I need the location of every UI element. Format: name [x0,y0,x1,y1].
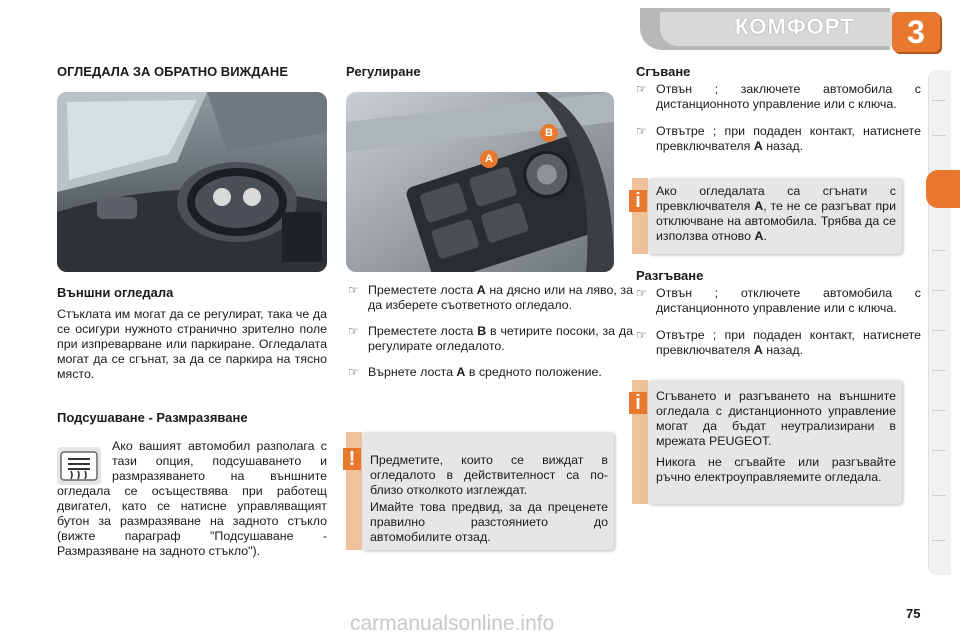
unfold-heading: Разгъване [636,268,704,283]
bullet-hand-icon: ☞ [636,286,647,300]
lever-label: A [476,283,486,297]
external-mirrors-text: Стъклата им могат да се регулират, така че да се осигури нужното страничнo зрително поле при изпреварване или паркиране. Огледалата могат да се сгънат, за да се паркира на тясно място. [57,307,327,381]
chapter-title: КОМФОРТ [735,14,855,39]
bullet-text: Отвътре ; при подаден контакт, натиснете превключвателя [656,328,921,357]
bullet-text: Върнете лоста [368,365,457,379]
chapter-tab-strip [928,70,951,575]
tab-divider [932,540,946,541]
unfold-bullet-1 [636,286,921,316]
unfold-bullet-2 [636,328,921,358]
bullet-text: Преместете лоста [368,283,477,297]
interior-mirror-photo [57,92,327,272]
lever-label: B [477,324,487,338]
info-text: . [763,229,767,243]
info-box-1-text [656,184,896,244]
defrost-text: Ако вашият автомобил разполага с тази опция, подсушаването и размразяването на външните огледала се осъществява при работещ двигател, като се натисне управляващият бутон за размразяване на задното стъкло (вижте параграф "Подсушаване - Размразяване на задното стъкло"). [57,439,327,558]
bullet-hand-icon: ☞ [348,324,359,338]
mirror-control-photo [346,92,614,272]
bullet-text: назад. [762,343,804,357]
adjust-bullet-2 [348,324,633,354]
lever-label: A [753,343,763,357]
bullet-text: Отвън ; отключете автомобила с дистанционното управление или с ключа. [656,286,921,315]
warning-icon: ! [343,448,361,470]
tab-divider [932,250,946,251]
tab-divider [932,290,946,291]
lever-label: A [456,365,466,379]
tab-divider [932,100,946,101]
adjust-bullet-1 [348,283,633,313]
page-number: 75 [906,606,921,621]
fold-heading: Сгъване [636,64,691,79]
tab-divider [932,410,946,411]
label-lever-b: B [540,124,558,142]
chapter-number-badge: 3 [892,12,940,52]
info-icon: i [629,190,647,212]
bullet-text: в четирите посоки, за да регулирате огледалото. [368,324,633,353]
bullet-hand-icon: ☞ [636,124,647,138]
section-title: ОГЛЕДАЛА ЗА ОБРАТНО ВИЖДАНЕ [57,64,288,79]
bullet-text: на дясно или на ляво, за да изберете съответното огледало. [368,283,633,312]
icon-float-spacer [57,439,112,484]
bullet-hand-icon: ☞ [348,365,359,379]
lever-label: A [754,199,764,213]
fold-bullet-1 [636,82,921,112]
external-mirrors-heading: Външни огледала [57,285,174,300]
info-icon: i [629,392,647,414]
bullet-hand-icon: ☞ [636,82,647,96]
bullet-text: Преместете лоста [368,324,478,338]
fold-bullet-2 [636,124,921,154]
defrost-text-wrap [57,439,327,559]
tab-divider [932,450,946,451]
bullet-text: Отвън ; заключете автомобила с дистанционното управление или с ключа. [656,82,921,111]
chapter-tab-active[interactable] [926,170,960,208]
bullet-text: назад. [762,139,804,153]
bullet-hand-icon: ☞ [348,283,359,297]
watermark: carmanualsonline.info [350,612,555,635]
tab-divider [932,135,946,136]
bullet-text: в средното положение. [465,365,602,379]
lever-label: A [753,139,763,153]
lever-label: A [754,229,764,243]
info-box-2-text-1: Сгъването и разгъването на външните огледала с дистанционното управление могат да бъдат неутрализирани в мрежата PEUGEOT. [656,389,896,448]
label-lever-a: A [480,150,498,168]
info-text: , те не се разгъват при отключване на автомобила. Трябва да се използва отново [656,199,896,243]
tab-divider [932,330,946,331]
warning-text-1: Предметите, които се виждат в огледалото в действителност са по-близо отколкото изглеждат. [370,453,608,497]
info-box-2-text-2: Никога не сгъвайте или разгъвайте ръчно електроуправляемите огледала. [656,455,896,484]
adjust-heading: Регулиране [346,64,421,79]
defrost-heading: Подсушаване - Размразяване [57,410,248,425]
tab-divider [932,495,946,496]
bullet-hand-icon: ☞ [636,328,647,342]
warning-text-2: Имайте това предвид, за да преценете правилно разстоянието до автомобилите отзад. [370,500,608,544]
adjust-bullet-3 [348,365,633,380]
tab-divider [932,370,946,371]
info-text: Ако огледалата са сгънати с превключвателя [656,184,896,213]
bullet-text: Отвътре ; при подаден контакт, натиснете превключвателя [656,124,921,153]
